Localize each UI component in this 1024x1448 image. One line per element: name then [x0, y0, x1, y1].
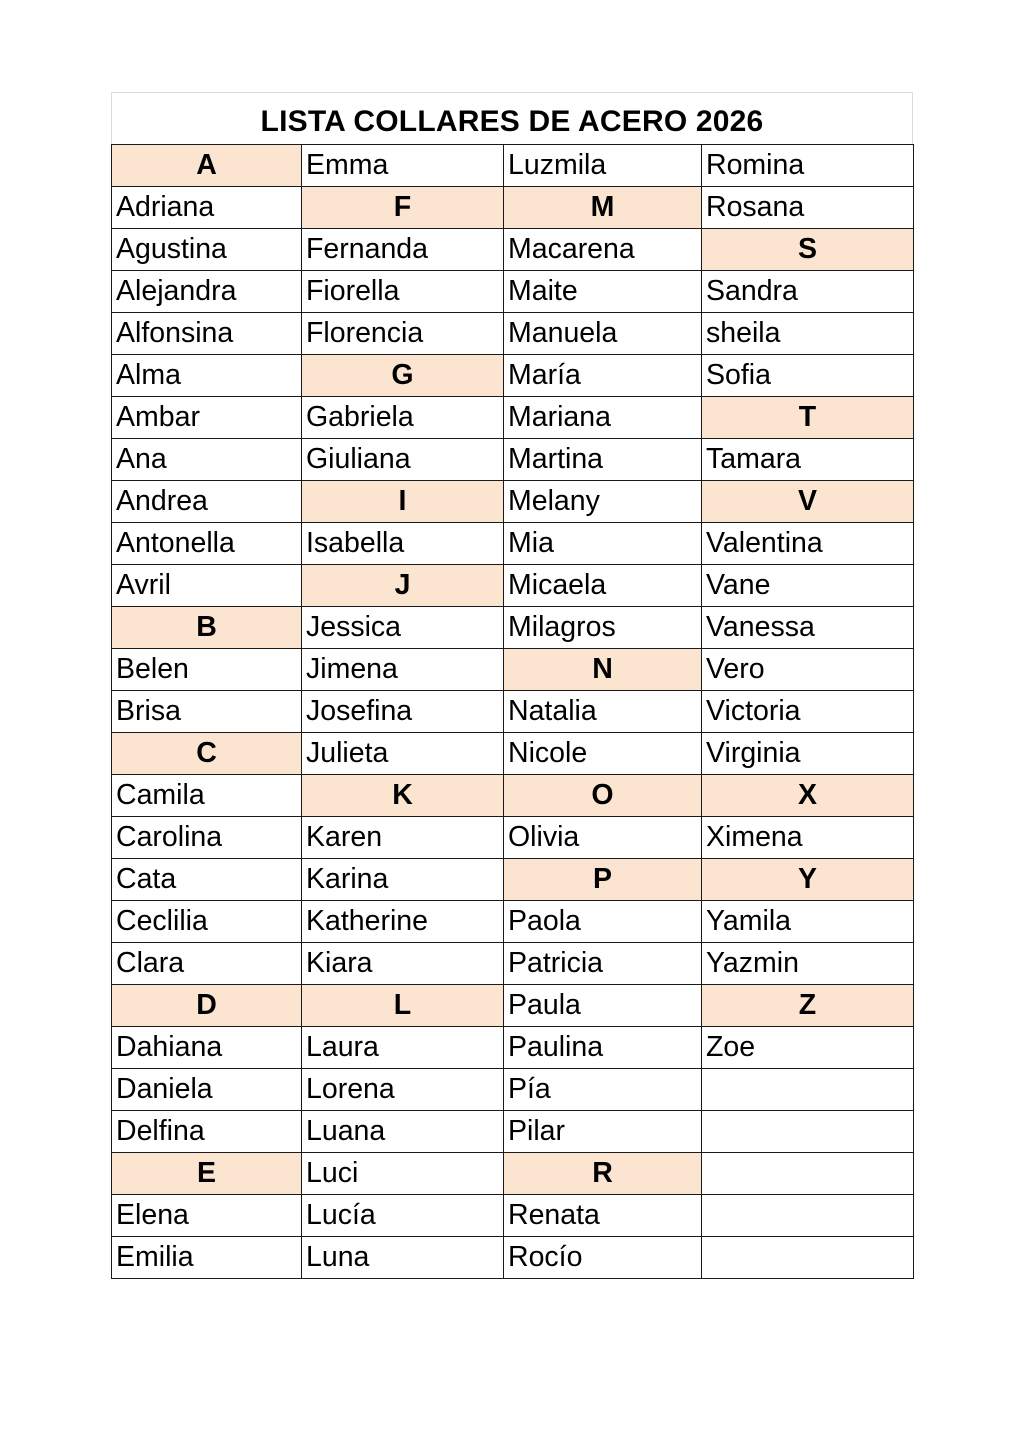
name-cell[interactable]: Karen [302, 817, 504, 859]
name-cell[interactable]: Belen [112, 649, 302, 691]
letter-header-cell[interactable]: L [302, 985, 504, 1027]
empty-cell[interactable] [702, 1111, 914, 1153]
name-cell[interactable]: Clara [112, 943, 302, 985]
table-row [112, 1027, 914, 1069]
name-cell[interactable]: Gabriela [302, 397, 504, 439]
names-table-body [112, 145, 914, 1279]
name-cell[interactable]: Fernanda [302, 229, 504, 271]
name-cell[interactable]: Virginia [702, 733, 914, 775]
letter-header-cell[interactable]: N [504, 649, 702, 691]
name-cell[interactable]: Alfonsina [112, 313, 302, 355]
name-cell[interactable]: Ambar [112, 397, 302, 439]
name-cell[interactable]: Ceclilia [112, 901, 302, 943]
table-row [112, 1237, 914, 1279]
table-row [112, 943, 914, 985]
letter-header-cell[interactable]: S [702, 229, 914, 271]
letter-header-cell[interactable]: D [112, 985, 302, 1027]
letter-header-cell[interactable]: T [702, 397, 914, 439]
letter-header-cell[interactable]: E [112, 1153, 302, 1195]
name-cell[interactable]: Elena [112, 1195, 302, 1237]
name-cell[interactable]: Emilia [112, 1237, 302, 1279]
letter-header-cell[interactable]: Z [702, 985, 914, 1027]
name-cell[interactable]: Maite [504, 271, 702, 313]
table-row [112, 985, 914, 1027]
name-cell[interactable]: Paulina [504, 1027, 702, 1069]
name-cell[interactable]: Alma [112, 355, 302, 397]
name-cell[interactable]: sheila [702, 313, 914, 355]
table-row [112, 523, 914, 565]
name-cell[interactable]: Paola [504, 901, 702, 943]
table-row [112, 397, 914, 439]
table-row [112, 859, 914, 901]
name-cell[interactable]: Jessica [302, 607, 504, 649]
name-cell[interactable]: Andrea [112, 481, 302, 523]
letter-header-cell[interactable]: O [504, 775, 702, 817]
letter-header-cell[interactable]: I [302, 481, 504, 523]
name-cell[interactable]: Jimena [302, 649, 504, 691]
name-cell[interactable]: Natalia [504, 691, 702, 733]
name-cell[interactable]: Romina [702, 145, 914, 187]
name-cell[interactable]: Adriana [112, 187, 302, 229]
letter-header-cell[interactable]: V [702, 481, 914, 523]
table-row [112, 1153, 914, 1195]
name-cell[interactable]: Rosana [702, 187, 914, 229]
name-cell[interactable]: Ana [112, 439, 302, 481]
name-cell[interactable]: Patricia [504, 943, 702, 985]
table-row [112, 1111, 914, 1153]
name-cell[interactable]: Antonella [112, 523, 302, 565]
table-row [112, 817, 914, 859]
name-cell[interactable]: Alejandra [112, 271, 302, 313]
name-cell[interactable]: Camila [112, 775, 302, 817]
name-cell[interactable]: Mia [504, 523, 702, 565]
name-cell[interactable]: Valentina [702, 523, 914, 565]
name-cell[interactable]: Brisa [112, 691, 302, 733]
table-row [112, 481, 914, 523]
table-row [112, 145, 914, 187]
name-cell[interactable]: Macarena [504, 229, 702, 271]
name-cell[interactable]: Lorena [302, 1069, 504, 1111]
letter-header-cell[interactable]: J [302, 565, 504, 607]
empty-cell[interactable] [702, 1237, 914, 1279]
name-cell[interactable]: María [504, 355, 702, 397]
table-row [112, 607, 914, 649]
letter-header-cell[interactable]: X [702, 775, 914, 817]
table-row [112, 229, 914, 271]
name-cell[interactable]: Katherine [302, 901, 504, 943]
letter-header-cell[interactable]: G [302, 355, 504, 397]
letter-header-cell[interactable]: Y [702, 859, 914, 901]
table-row [112, 733, 914, 775]
name-cell[interactable]: Vanessa [702, 607, 914, 649]
name-cell[interactable]: Luana [302, 1111, 504, 1153]
name-cell[interactable]: Manuela [504, 313, 702, 355]
name-cell[interactable]: Yazmin [702, 943, 914, 985]
table-row [112, 1069, 914, 1111]
name-cell[interactable]: Nicole [504, 733, 702, 775]
name-cell[interactable]: Delfina [112, 1111, 302, 1153]
name-cell[interactable]: Micaela [504, 565, 702, 607]
name-cell[interactable]: Isabella [302, 523, 504, 565]
letter-header-cell[interactable]: K [302, 775, 504, 817]
letter-header-cell[interactable]: M [504, 187, 702, 229]
name-cell[interactable]: Florencia [302, 313, 504, 355]
table-row [112, 439, 914, 481]
name-cell[interactable]: Zoe [702, 1027, 914, 1069]
name-cell[interactable]: Lucía [302, 1195, 504, 1237]
name-cell[interactable]: Avril [112, 565, 302, 607]
name-cell[interactable]: Tamara [702, 439, 914, 481]
letter-header-cell[interactable]: C [112, 733, 302, 775]
name-cell[interactable]: Sofia [702, 355, 914, 397]
table-row [112, 775, 914, 817]
name-cell[interactable]: Milagros [504, 607, 702, 649]
table-row [112, 1195, 914, 1237]
name-cell[interactable]: Yamila [702, 901, 914, 943]
name-cell[interactable]: Laura [302, 1027, 504, 1069]
name-cell[interactable]: Fiorella [302, 271, 504, 313]
name-cell[interactable]: Carolina [112, 817, 302, 859]
letter-header-cell[interactable]: P [504, 859, 702, 901]
name-cell[interactable]: Luzmila [504, 145, 702, 187]
table-row [112, 901, 914, 943]
name-cell[interactable]: Vane [702, 565, 914, 607]
table-row [112, 649, 914, 691]
names-table [111, 144, 914, 1279]
name-cell[interactable]: Kiara [302, 943, 504, 985]
name-cell[interactable]: Martina [504, 439, 702, 481]
name-cell[interactable]: Ximena [702, 817, 914, 859]
name-cell[interactable]: Emma [302, 145, 504, 187]
name-cell[interactable]: Vero [702, 649, 914, 691]
table-row [112, 271, 914, 313]
name-cell[interactable]: Giuliana [302, 439, 504, 481]
name-cell[interactable]: Luna [302, 1237, 504, 1279]
name-cell[interactable]: Josefina [302, 691, 504, 733]
name-cell[interactable]: Pía [504, 1069, 702, 1111]
letter-header-cell[interactable]: F [302, 187, 504, 229]
name-cell[interactable]: Melany [504, 481, 702, 523]
table-row [112, 187, 914, 229]
name-cell[interactable]: Rocío [504, 1237, 702, 1279]
table-row [112, 691, 914, 733]
name-cell[interactable]: Renata [504, 1195, 702, 1237]
name-cell[interactable]: Sandra [702, 271, 914, 313]
table-row [112, 565, 914, 607]
name-cell[interactable]: Karina [302, 859, 504, 901]
name-cell[interactable]: Pilar [504, 1111, 702, 1153]
letter-header-cell[interactable]: A [112, 145, 302, 187]
name-cell[interactable]: Daniela [112, 1069, 302, 1111]
name-cell[interactable]: Victoria [702, 691, 914, 733]
empty-cell[interactable] [702, 1069, 914, 1111]
name-cell[interactable]: Paula [504, 985, 702, 1027]
empty-cell[interactable] [702, 1195, 914, 1237]
name-cell[interactable]: Julieta [302, 733, 504, 775]
spreadsheet-page [111, 92, 913, 1279]
letter-header-cell[interactable]: B [112, 607, 302, 649]
name-cell[interactable]: Dahiana [112, 1027, 302, 1069]
name-cell[interactable]: Agustina [112, 229, 302, 271]
name-cell[interactable]: Luci [302, 1153, 504, 1195]
empty-cell[interactable] [702, 1153, 914, 1195]
name-cell[interactable]: Olivia [504, 817, 702, 859]
name-cell[interactable]: Cata [112, 859, 302, 901]
table-row [112, 313, 914, 355]
name-cell[interactable]: Mariana [504, 397, 702, 439]
table-row [112, 355, 914, 397]
letter-header-cell[interactable]: R [504, 1153, 702, 1195]
sheet-title: LISTA COLLARES DE ACERO 2026 [111, 92, 913, 144]
